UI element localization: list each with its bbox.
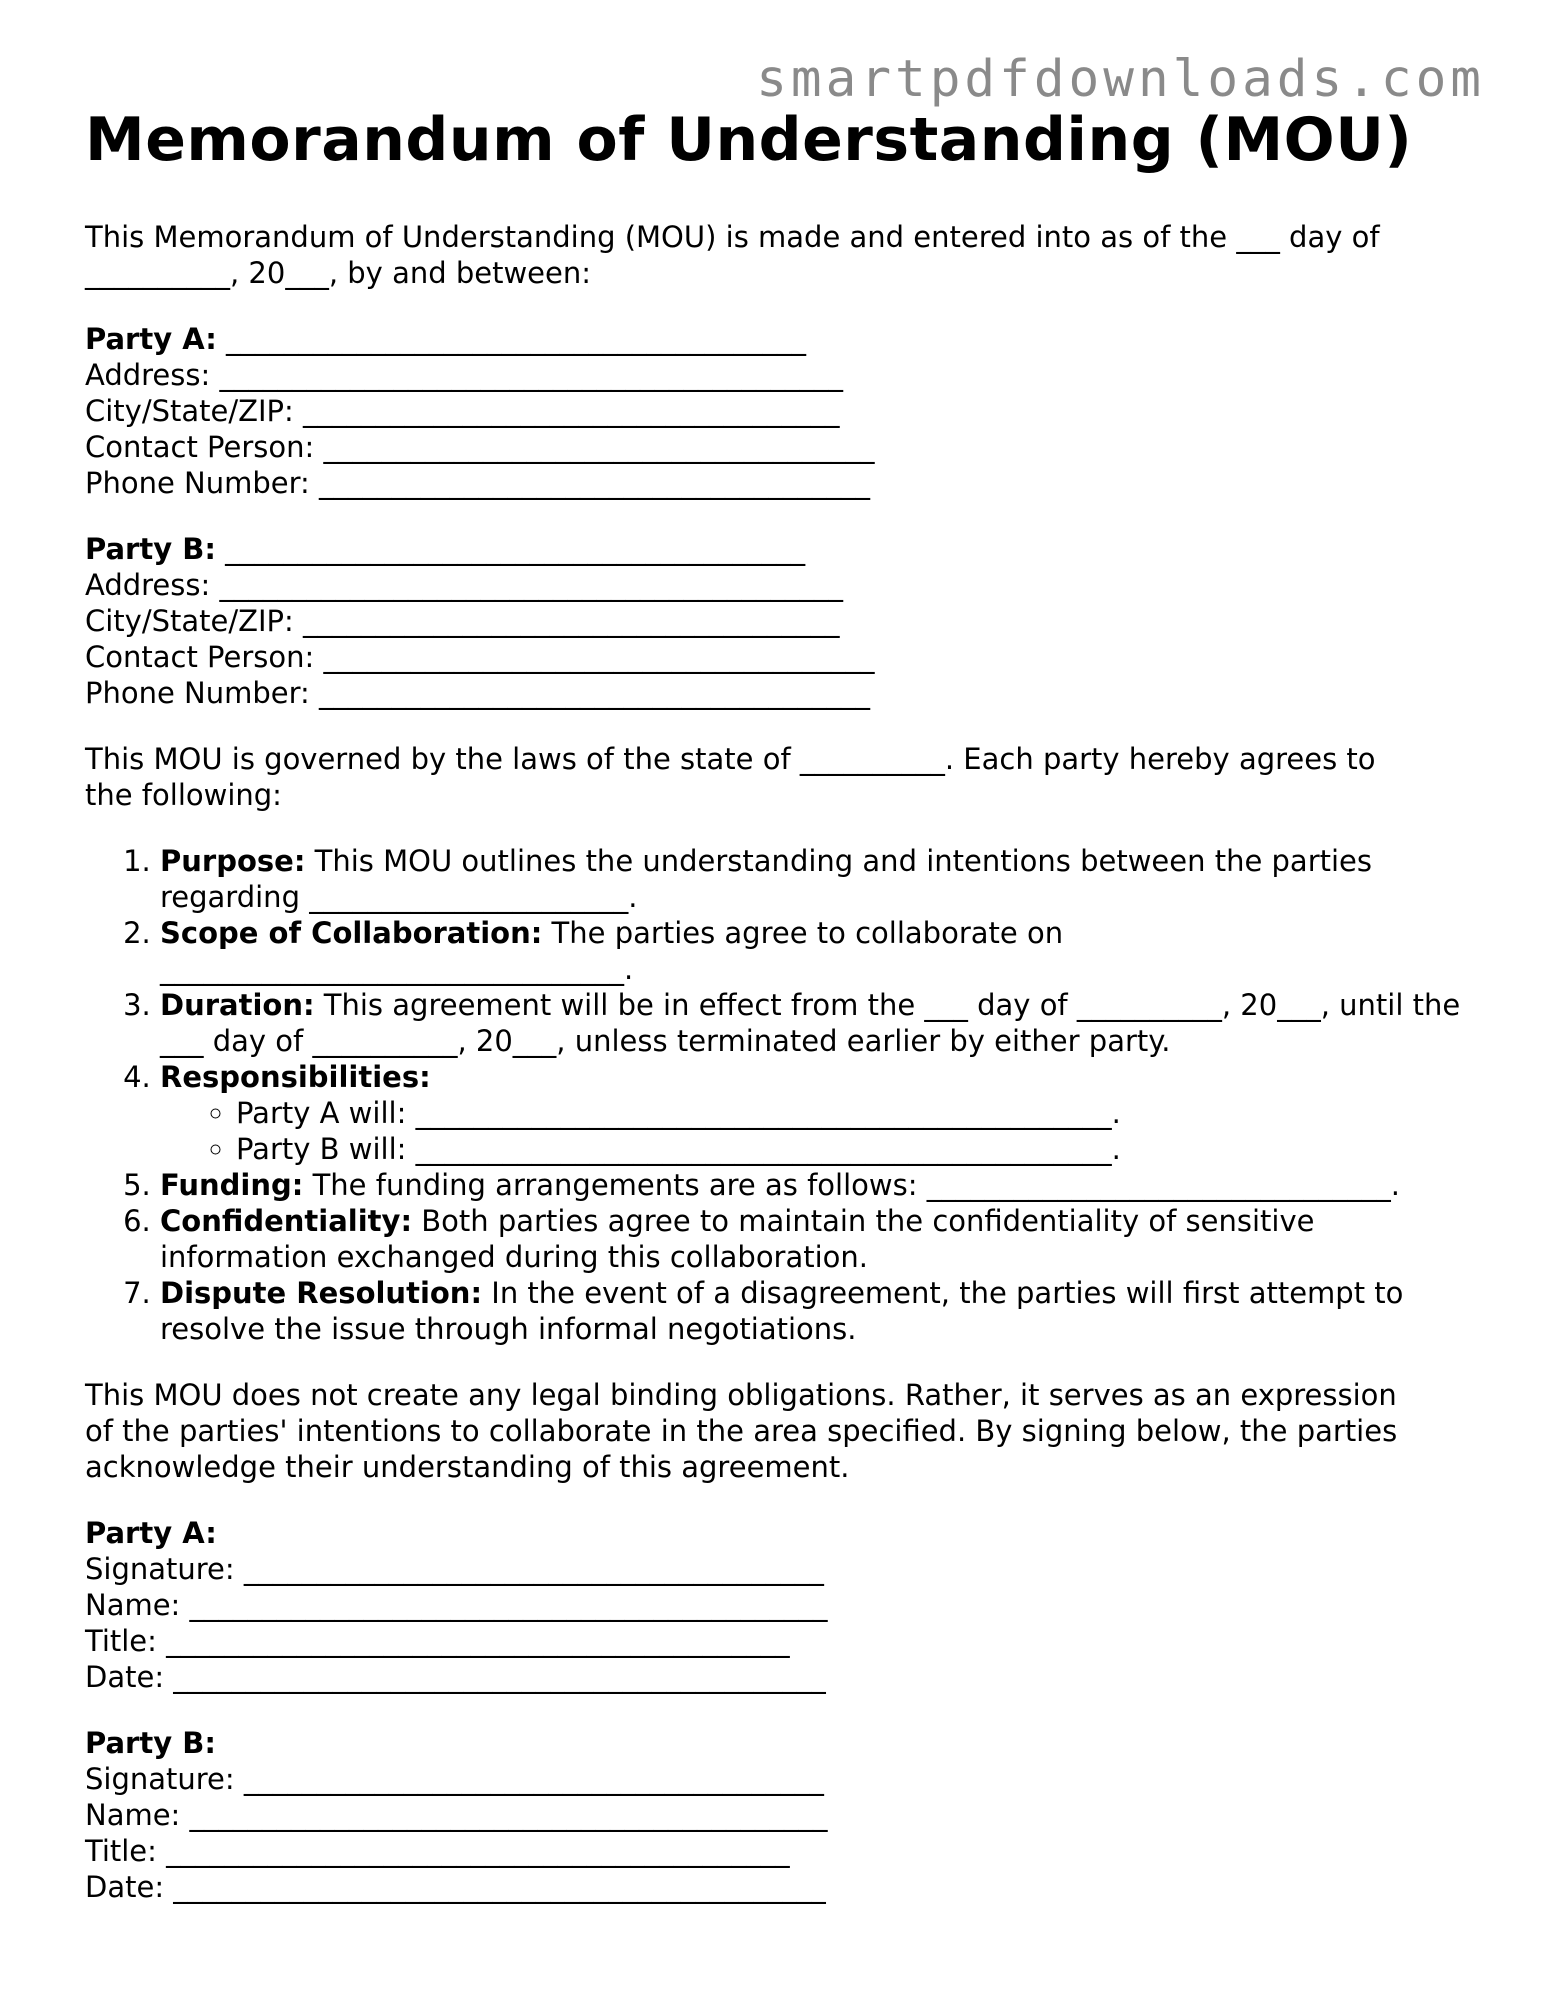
term-funding	[160, 1167, 1475, 1203]
closing-paragraph	[85, 1377, 1475, 1485]
sign-b-heading: Party B:	[85, 1726, 216, 1760]
sign-a-title: Title: ___________________________________________	[85, 1624, 790, 1658]
party-a-address: Address: ___________________________________________	[85, 358, 843, 392]
term-funding-label: Funding:	[160, 1168, 304, 1202]
party-a-name-blank: ________________________________________	[226, 322, 807, 356]
terms-list	[85, 843, 1475, 1347]
term-duration-label: Duration:	[160, 988, 315, 1022]
term-purpose	[160, 843, 1475, 915]
term-duration-text: This agreement will be in effect from the ___ day of __________, 20___, until the ___ day of __________, 20___, unless terminated earlier by either party.	[160, 988, 1461, 1058]
term-dispute	[160, 1275, 1475, 1347]
term-responsibilities	[160, 1059, 1475, 1167]
responsibilities-list	[160, 1095, 1475, 1167]
closing-line-2: of the parties' intentions to collaborate in the area specified. By signing below, the parties	[85, 1414, 1398, 1448]
sign-b-date: Date: _____________________________________________	[85, 1870, 826, 1904]
sign-a-date: Date: _____________________________________________	[85, 1660, 826, 1694]
party-a-responsibility: ◦ Party A will: ________________________________________________.	[236, 1095, 1475, 1131]
party-b-details	[85, 531, 1475, 711]
sign-a-signature: Signature: ________________________________________	[85, 1552, 824, 1586]
party-a-city: City/State/ZIP: _____________________________________	[85, 394, 840, 428]
closing-line-1: This MOU does not create any legal binding obligations. Rather, it serves as an expression	[85, 1378, 1397, 1412]
party-b-contact: Contact Person: ______________________________________	[85, 640, 875, 674]
closing-line-3: acknowledge their understanding of this agreement.	[85, 1450, 850, 1484]
term-funding-text: The funding arrangements are as follows: ________________________________.	[303, 1168, 1400, 1202]
intro-line-1: This Memorandum of Understanding (MOU) is made and entered into as of the ___ day of	[85, 220, 1380, 254]
party-a-contact: Contact Person: ______________________________________	[85, 430, 875, 464]
term-scope-text: The parties agree to collaborate on ________________________________.	[160, 916, 1064, 986]
document-title: Memorandum of Understanding (MOU)	[85, 105, 1413, 175]
intro-line-2: __________, 20___, by and between:	[85, 256, 592, 290]
party-b-heading: Party B:	[85, 532, 216, 566]
term-dispute-label: Dispute Resolution:	[160, 1276, 483, 1310]
term-scope	[160, 915, 1475, 987]
watermark: smartpdfdownloads.com	[756, 50, 1485, 109]
party-a-heading: Party A:	[85, 322, 217, 356]
term-purpose-text: This MOU outlines the understanding and intentions between the parties regarding ______________________.	[160, 844, 1373, 914]
party-b-responsibility: ◦ Party B will: ________________________________________________.	[236, 1131, 1475, 1167]
party-a-details	[85, 321, 1475, 501]
party-a-signature-block	[85, 1515, 1475, 1695]
term-confidentiality-text: Both parties agree to maintain the confidentiality of sensitive information exchanged during this collaboration.	[160, 1204, 1315, 1274]
term-scope-label: Scope of Collaboration:	[160, 916, 543, 950]
term-dispute-text: In the event of a disagreement, the parties will first attempt to resolve the issue through informal negotiations.	[160, 1276, 1404, 1346]
document-body	[85, 219, 1475, 1905]
term-confidentiality-label: Confidentiality:	[160, 1204, 413, 1238]
governing-paragraph	[85, 741, 1475, 813]
party-a-phone: Phone Number: ______________________________________	[85, 466, 871, 500]
party-b-phone: Phone Number: ______________________________________	[85, 676, 871, 710]
party-b-name-blank: ________________________________________	[225, 532, 806, 566]
intro-paragraph	[85, 219, 1475, 291]
term-responsibilities-label: Responsibilities:	[160, 1060, 431, 1094]
sign-b-title: Title: ___________________________________________	[85, 1834, 790, 1868]
sign-a-heading: Party A:	[85, 1516, 217, 1550]
governing-line-2: the following:	[85, 778, 282, 812]
sign-b-name: Name: ____________________________________________	[85, 1798, 828, 1832]
party-b-city: City/State/ZIP: _____________________________________	[85, 604, 840, 638]
term-purpose-label: Purpose:	[160, 844, 306, 878]
party-b-signature-block	[85, 1725, 1475, 1905]
governing-line-1: This MOU is governed by the laws of the state of __________. Each party hereby agrees to	[85, 742, 1376, 776]
term-confidentiality	[160, 1203, 1475, 1275]
sign-b-signature: Signature: ________________________________________	[85, 1762, 824, 1796]
sign-a-name: Name: ____________________________________________	[85, 1588, 828, 1622]
term-duration	[160, 987, 1475, 1059]
party-b-address: Address: ___________________________________________	[85, 568, 843, 602]
